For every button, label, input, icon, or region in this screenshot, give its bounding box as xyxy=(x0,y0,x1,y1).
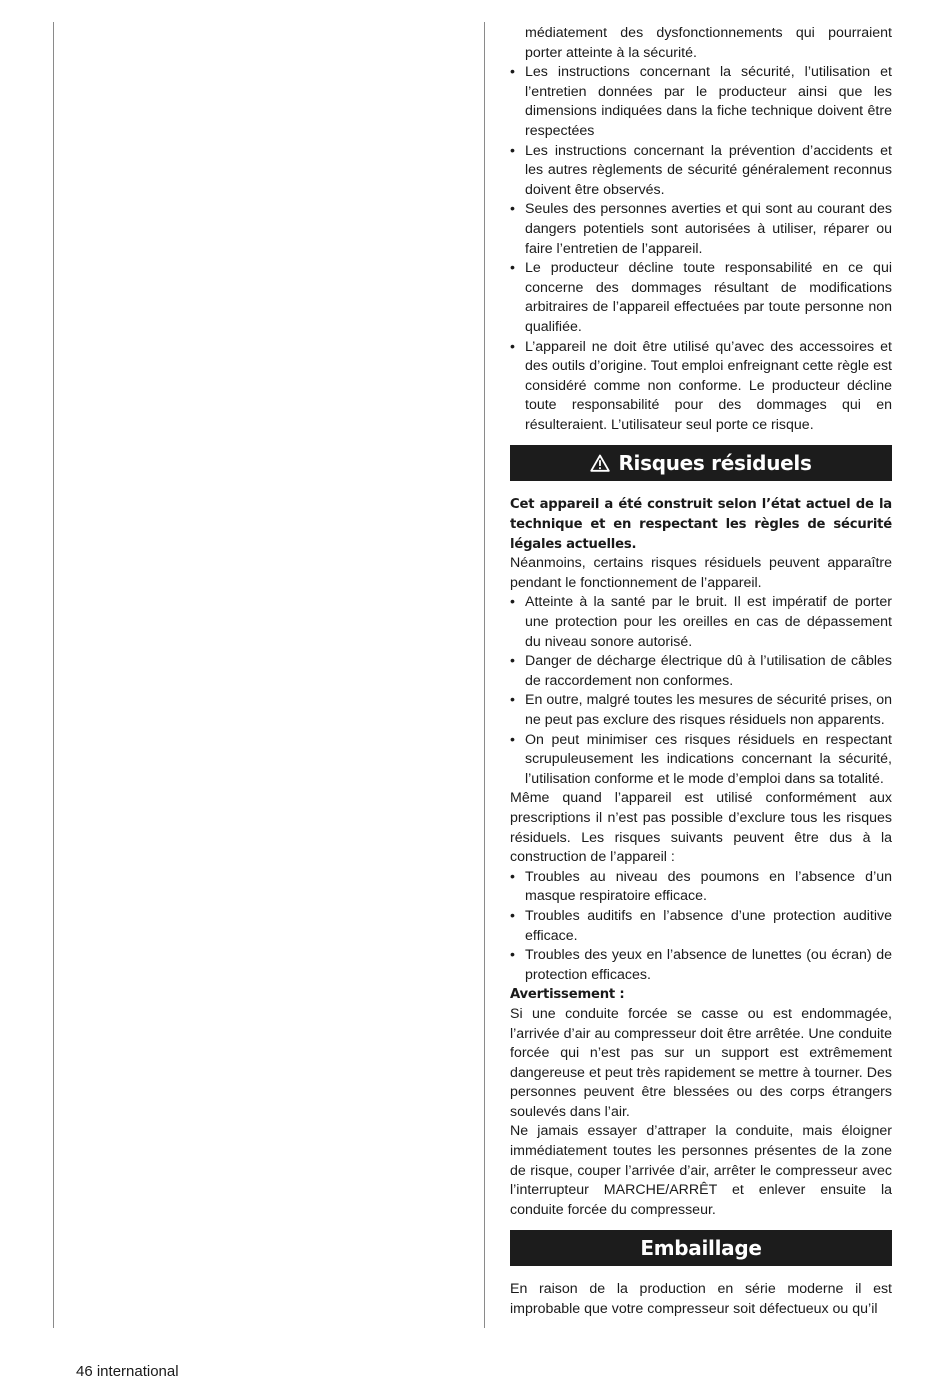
warning-text-2: Ne jamais essayer d’attraper la conduite, mais éloigner immédiatement toutes les personnes présentes de la zone de risque, couper l’arrivée d’air, arrêter le compresseur avec l’interrupteur MARCHE/ARRÊT et enlever ensuite la conduite forcée du compresseur. xyxy=(510,1123,892,1218)
residual-risks-heading xyxy=(510,445,892,481)
residual-risks-lead: Néanmoins, certains risques résiduels peuvent apparaître pendant le fonctionnement de l’appareil. xyxy=(510,555,892,591)
list-item: • L’appareil ne doit être utilisé qu’avec des accessoires et des outils d’origine. Tout emploi enfreignant cette règle est considéré comme non conforme. Le producteur décline toute responsabilité pour des dommages qui en résulteraient. L’utilisateur seul porte ce risque. xyxy=(510,338,892,436)
packaging-heading xyxy=(510,1230,892,1266)
list-item: • Troubles des yeux en l’absence de lunettes (ou écran) de protection efficaces. xyxy=(510,946,892,985)
list-item: • Danger de décharge électrique dû à l’utilisation de câbles de raccordement non conformes. xyxy=(510,652,892,691)
residual-risks-lead-bold: Cet appareil a été construit selon l’état actuel de la technique et en respectant les règles de sécurité légales actuelles. xyxy=(510,497,892,552)
warning-text: Si une conduite forcée se casse ou est endommagée, l’arrivée d’air au compresseur doit être arrêtée. Une conduite forcée qui n’est pas sur un support est extrêmement dangereuse et peut très rapidement se mettre à tourner. Des personnes peuvent être blessées ou des corps étrangers soulevés dans l’air. xyxy=(510,1005,892,1120)
construction-risks-list xyxy=(510,868,892,986)
packaging-text: En raison de la production en série moderne il est improbable que votre compresseur soit défectueux ou qu’il xyxy=(510,1281,892,1318)
residual-risks-list xyxy=(510,593,892,789)
list-item: • Le producteur décline toute responsabilité en ce qui concerne des dommages résultant de modifications arbitraires de l’appareil effectuées par toute personne non qualifiée. xyxy=(510,259,892,337)
warning-triangle-icon xyxy=(590,447,610,483)
list-item: • Troubles auditifs en l’absence d’une protection auditive efficace. xyxy=(510,907,892,946)
list-item: • Seules des personnes averties et qui sont au courant des dangers potentiels sont autorisées à utiliser, réparer ou faire l’entretien de l’appareil. xyxy=(510,200,892,259)
list-item: • Les instructions concernant la prévention d’accidents et les autres règlements de sécurité généralement reconnus doivent être observés. xyxy=(510,142,892,201)
construction-risks-paragraph: Même quand l’appareil est utilisé conformément aux prescriptions il n’est pas possible d’exclure tous les risques résiduels. Les risques suivants peuvent être dus à la construction de l’appareil : xyxy=(510,790,892,866)
list-item: • En outre, malgré toutes les mesures de sécurité prises, on ne peut pas exclure des risques résiduels non apparents. xyxy=(510,691,892,730)
center-column-rule xyxy=(484,22,485,1328)
list-item: • Atteinte à la santé par le bruit. Il est impératif de porter une protection pour les oreilles en cas de dépassement du niveau sonore autorisé. xyxy=(510,593,892,652)
list-item: • On peut minimiser ces risques résiduels en respectant scrupuleusement les indications concernant la sécurité, l’utilisation conforme et le mode d’emploi dans sa totalité. xyxy=(510,731,892,790)
list-item: • Les instructions concernant la sécurité, l’utilisation et l’entretien données par le producteur ainsi que les dimensions indiquées dans la fiche technique doivent être respectées xyxy=(510,63,892,141)
packaging-title: Embaillage xyxy=(640,1236,762,1261)
residual-risks-title: Risques résiduels xyxy=(618,451,812,476)
continuation-text: médiatement des dysfonctionnements qui pourraient porter atteinte à la sécurité. xyxy=(525,25,892,61)
warning-label: Avertissement : xyxy=(510,987,625,1003)
list-item: • Troubles au niveau des poumons en l’absence d’un masque respiratoire efficace. xyxy=(510,868,892,907)
left-column-rule xyxy=(53,22,54,1328)
safety-instructions-list xyxy=(510,63,892,435)
right-column xyxy=(510,24,892,1320)
page-footer: 46 international xyxy=(76,1363,179,1380)
